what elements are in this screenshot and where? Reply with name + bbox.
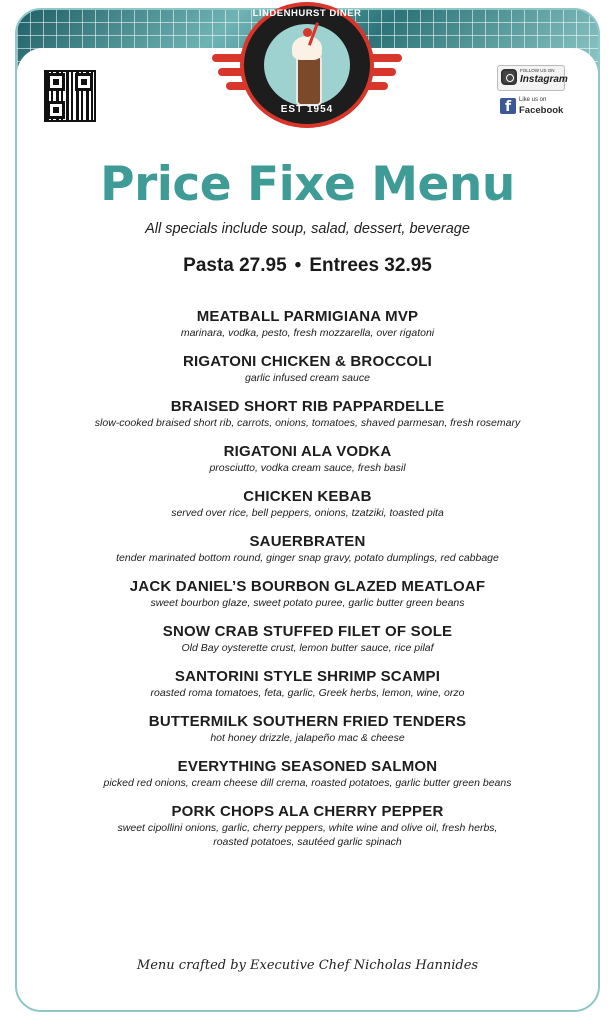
- menu-item-name: RIGATONI ALA VODKA: [223, 443, 392, 460]
- menu-item-name: SANTORINI STYLE SHRIMP SCAMPI: [174, 668, 441, 685]
- menu-item-desc: prosciutto, vodka cream sauce, fresh basil: [209, 462, 406, 474]
- menu-item-desc: slow-cooked braised short rib, carrots, onions, tomatoes, shaved parmesan, fresh rosemary: [94, 417, 521, 429]
- menu-item-desc: roasted roma tomatoes, feta, garlic, Greek herbs, lemon, wine, orzo: [150, 687, 465, 699]
- menu-item: [0, 488, 615, 520]
- menu-item: [0, 443, 615, 475]
- instagram-icon: [501, 69, 517, 85]
- page-title: Price Fixe Menu: [100, 157, 515, 212]
- page-subtitle: All specials include soup, salad, dessert, beverage: [145, 221, 470, 237]
- menu-item-name: BUTTERMILK SOUTHERN FRIED TENDERS: [148, 713, 467, 730]
- menu-item-desc: picked red onions, cream cheese dill crema, roasted potatoes, garlic butter green beans: [103, 777, 512, 789]
- facebook-icon: f: [500, 98, 516, 114]
- milkshake-icon: [292, 22, 322, 106]
- entree-price: Entrees 32.95: [309, 255, 432, 276]
- facebook-badge[interactable]: [497, 95, 563, 119]
- facebook-label: Facebook: [519, 105, 564, 116]
- price-separator: •: [294, 255, 302, 276]
- menu-item: [0, 803, 615, 849]
- menu-item: [0, 578, 615, 610]
- menu-item-desc: marinara, vodka, pesto, fresh mozzarella, over rigatoni: [180, 327, 435, 339]
- facebook-small-text: Like us on: [519, 97, 547, 103]
- menu-item: [0, 668, 615, 700]
- menu-item-desc: tender marinated bottom round, ginger snap gravy, potato dumplings, red cabbage: [116, 552, 499, 564]
- price-line: [0, 255, 615, 277]
- pasta-price: Pasta 27.95: [183, 255, 287, 276]
- menu-item-desc: sweet bourbon glaze, sweet potato puree, garlic butter green beans: [150, 597, 465, 609]
- menu-item: [0, 353, 615, 385]
- menu-item-desc: garlic infused cream sauce: [245, 372, 370, 384]
- menu-item-name: PORK CHOPS ALA CHERRY PEPPER: [171, 803, 444, 820]
- chef-credit: Menu crafted by Executive Chef Nicholas Hannides: [136, 958, 479, 973]
- instagram-badge[interactable]: [497, 65, 568, 91]
- menu-item-name: RIGATONI CHICKEN & BROCCOLI: [182, 353, 432, 370]
- qr-code-icon[interactable]: [44, 70, 96, 122]
- menu-item-name: EVERYTHING SEASONED SALMON: [177, 758, 438, 775]
- menu-item-desc: Old Bay oysterette crust, lemon butter sauce, rice pilaf: [181, 642, 434, 654]
- logo-est: EST 1954: [280, 104, 334, 115]
- menu-item-desc: roasted potatoes, sautéed garlic spinach: [213, 836, 402, 848]
- menu-item: [0, 758, 615, 790]
- menu-item-desc: sweet cipollini onions, garlic, cherry peppers, white wine and olive oil, fresh herbs,: [117, 822, 498, 834]
- menu-item: [0, 623, 615, 655]
- diner-logo: [212, 2, 402, 128]
- instagram-small-text: FOLLOW US ON: [520, 68, 555, 73]
- menu-item: [0, 713, 615, 745]
- menu-item: [0, 308, 615, 340]
- menu-item-name: MEATBALL PARMIGIANA MVP: [196, 308, 419, 325]
- menu-items: [0, 308, 615, 862]
- menu-item-name: SNOW CRAB STUFFED FILET OF SOLE: [162, 623, 453, 640]
- menu-item-desc: hot honey drizzle, jalapeño mac & cheese: [210, 732, 405, 744]
- menu-item-name: JACK DANIEL’S BOURBON GLAZED MEATLOAF: [129, 578, 486, 595]
- menu-item-name: BRAISED SHORT RIB PAPPARDELLE: [170, 398, 445, 415]
- instagram-label: Instagram: [520, 74, 568, 85]
- menu-item: [0, 398, 615, 430]
- logo-name: LINDENHURST DINER: [252, 8, 362, 19]
- menu-item-name: SAUERBRATEN: [249, 533, 366, 550]
- menu-item-desc: served over rice, bell peppers, onions, tzatziki, toasted pita: [171, 507, 444, 519]
- menu-item-name: CHICKEN KEBAB: [243, 488, 372, 505]
- menu-item: [0, 533, 615, 565]
